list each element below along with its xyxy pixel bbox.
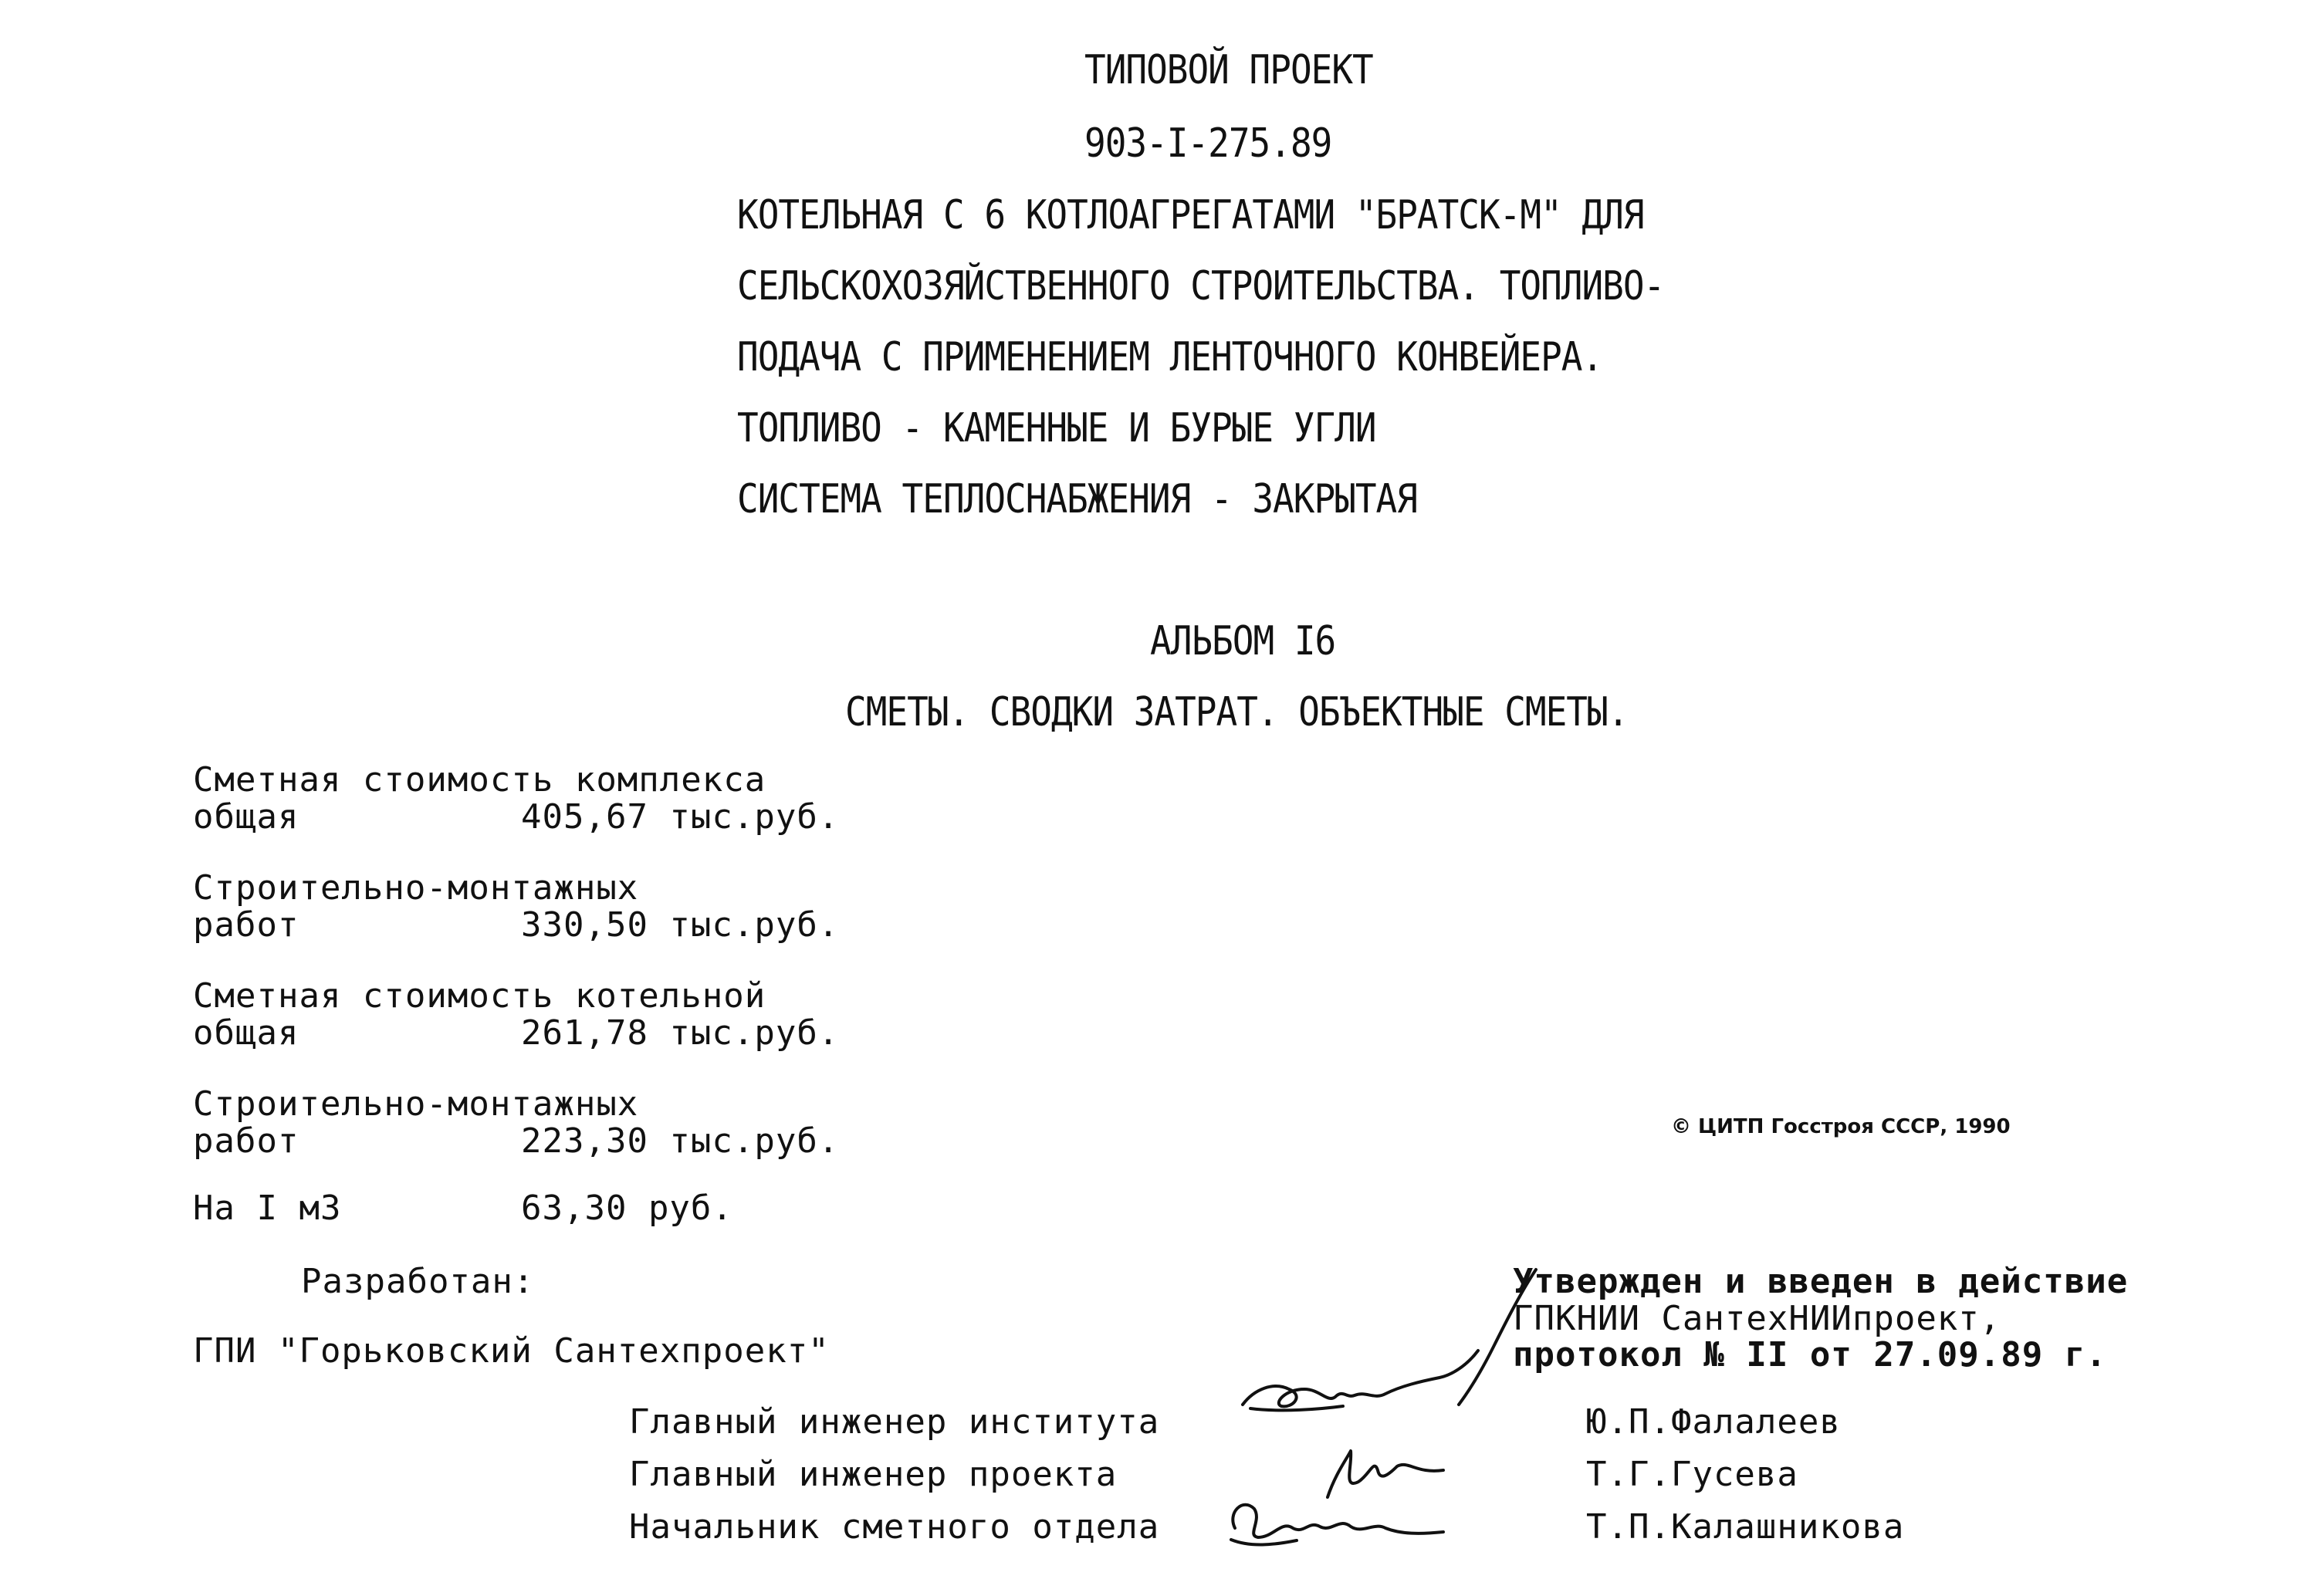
project-title-line-1: КОТЕЛЬНАЯ С 6 КОТЛОАГРЕГАТАМИ "БРАТСК-М" ДЛЯ <box>737 191 1644 238</box>
per-unit-value: 63,30 руб. <box>521 1189 733 1228</box>
signatory-2-name: Т.Г.Гусева <box>1586 1455 1798 1494</box>
project-title-line-2: СЕЛЬСКОХОЗЯЙСТВЕННОГО СТРОИТЕЛЬСТВА. ТОПЛИВО- <box>737 262 1665 309</box>
album-subtitle: СМЕТЫ. СВОДКИ ЗАТРАТ. ОБЪЕКТНЫЕ СМЕТЫ. <box>845 688 1629 735</box>
signature-1 <box>1243 1351 1478 1406</box>
cost-2-sublabel: работ <box>193 905 299 945</box>
cost-4-sublabel: работ <box>193 1121 299 1161</box>
cost-2-value: 330,50 тыс.руб. <box>521 905 840 945</box>
cost-4-label: Строительно-монтажных <box>193 1084 639 1124</box>
cost-4-value: 223,30 тыс.руб. <box>521 1121 840 1161</box>
signatory-1-name: Ю.П.Фалалеев <box>1586 1402 1841 1442</box>
cost-2-label: Строительно-монтажных <box>193 868 639 908</box>
signature-3 <box>1233 1505 1443 1537</box>
project-code: 903-I-275.89 <box>1084 120 1332 167</box>
project-title-line-4: ТОПЛИВО - КАМЕННЫЕ И БУРЫЕ УГЛИ <box>737 404 1376 451</box>
album-number: АЛЬБОМ I6 <box>1150 617 1336 664</box>
approval-line-2: ГПКНИИ СантехНИИпроект, <box>1513 1299 2001 1338</box>
project-title-line-5: СИСТЕМА ТЕПЛОСНАБЖЕНИЯ - ЗАКРЫТАЯ <box>737 475 1417 522</box>
developer-label: Разработан: <box>301 1262 535 1301</box>
cost-3-value: 261,78 тыс.руб. <box>521 1013 840 1053</box>
signatory-3-role: Начальник сметного отдела <box>629 1507 1160 1547</box>
cost-3-sublabel: общая <box>193 1013 299 1053</box>
cost-1-value: 405,67 тыс.руб. <box>521 797 840 837</box>
cost-1-label: Сметная стоимость комплекса <box>193 760 766 800</box>
signature-2 <box>1328 1451 1443 1497</box>
developer-organization: ГПИ "Горьковский Сантехпроект" <box>193 1331 830 1371</box>
approval-line-3: протокол № II от 27.09.89 г. <box>1513 1335 2107 1375</box>
document-type: ТИПОВОЙ ПРОЕКТ <box>1084 46 1373 93</box>
per-unit-label: На I м3 <box>193 1189 342 1228</box>
signatory-2-role: Главный инженер проекта <box>629 1455 1118 1494</box>
project-title-line-3: ПОДАЧА С ПРИМЕНЕНИЕМ ЛЕНТОЧНОГО КОНВЕЙЕРА. <box>737 333 1603 380</box>
cost-1-sublabel: общая <box>193 797 299 837</box>
cost-3-label: Сметная стоимость котельной <box>193 976 766 1016</box>
approval-line-1: Утвержден и введен в действие <box>1513 1262 2129 1301</box>
copyright-notice: © ЦИТП Госстроя СССР, 1990 <box>1671 1115 2011 1138</box>
signature-flourish <box>1451 1262 1544 1408</box>
signatory-3-name: Т.П.Калашникова <box>1586 1507 1905 1547</box>
signatory-1-role: Главный инженер института <box>629 1402 1160 1442</box>
